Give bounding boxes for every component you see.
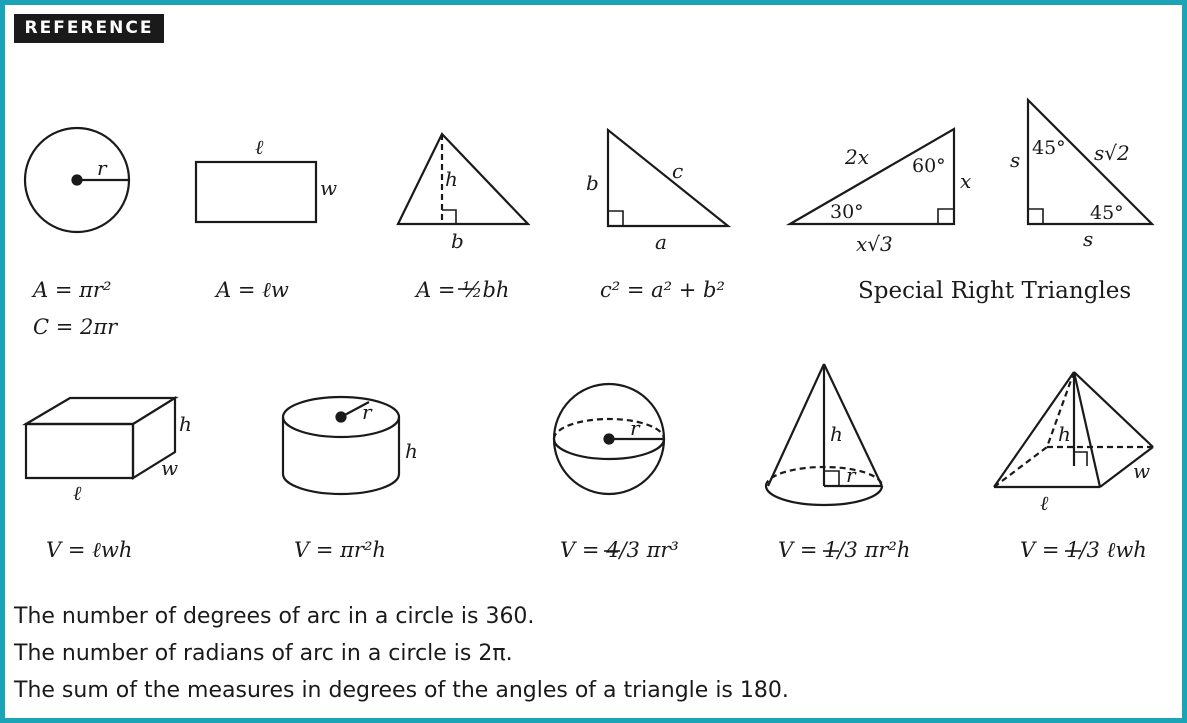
sphere-radius-label: r bbox=[630, 416, 640, 440]
cone-radius-label: r bbox=[846, 463, 856, 487]
triangle-figure bbox=[398, 134, 528, 224]
hypotenuse-s-root2-label: s√2 bbox=[1094, 141, 1130, 165]
hypotenuse-2x-label: 2x bbox=[845, 145, 870, 169]
cone-height-label: h bbox=[830, 422, 843, 446]
circle-radius-label: r bbox=[97, 156, 107, 180]
triangle-area-formula: A = ½bh bbox=[416, 278, 510, 302]
pythagorean-formula: c² = a² + b² bbox=[600, 278, 725, 302]
box-height-label: h bbox=[179, 412, 192, 436]
triangle-height-label: h bbox=[445, 167, 458, 191]
cylinder-figure bbox=[283, 397, 399, 494]
cone-volume-formula: V = 1/3 πr²h bbox=[778, 538, 911, 562]
box-volume-formula: V = ℓwh bbox=[46, 538, 133, 562]
pyramid-length-label: ℓ bbox=[1040, 491, 1049, 515]
leg-s-label: s bbox=[1010, 148, 1021, 172]
circle-area-formula: A = πr² bbox=[33, 278, 112, 302]
circle-figure bbox=[25, 128, 129, 232]
right-triangle-b-label: b bbox=[586, 171, 599, 195]
bottom-s-label: s bbox=[1083, 227, 1094, 251]
box-figure bbox=[26, 398, 175, 478]
right-triangle-a-label: a bbox=[655, 230, 667, 254]
pyramid-volume-formula: V = 1/3 ℓwh bbox=[1020, 538, 1147, 562]
side-x-root3-label: x√3 bbox=[856, 232, 893, 256]
angle-45-bottom-label: 45° bbox=[1090, 202, 1124, 224]
fact-triangle-sum: The sum of the measures in degrees of the angles of a triangle is 180. bbox=[14, 678, 789, 703]
right-triangle-c-label: c bbox=[672, 159, 684, 183]
right-triangle-figure bbox=[608, 130, 728, 226]
sphere-figure bbox=[554, 384, 664, 494]
cylinder-radius-label: r bbox=[362, 400, 372, 424]
box-width-label: w bbox=[161, 456, 179, 480]
reference-header: REFERENCE bbox=[14, 14, 164, 43]
cylinder-volume-formula: V = πr²h bbox=[294, 538, 386, 562]
angle-30-label: 30° bbox=[830, 201, 864, 223]
rectangle-figure bbox=[196, 162, 316, 222]
rectangle-width-label: w bbox=[320, 176, 338, 200]
fact-degrees: The number of degrees of arc in a circle is 360. bbox=[14, 604, 535, 629]
box-length-label: ℓ bbox=[73, 481, 82, 505]
cylinder-height-label: h bbox=[405, 439, 418, 463]
reference-facts bbox=[14, 600, 789, 711]
special-right-triangles-caption: Special Right Triangles bbox=[858, 278, 1132, 304]
circle-circumference-formula: C = 2πr bbox=[33, 315, 118, 339]
pyramid-figure bbox=[994, 372, 1153, 487]
rectangle-area-formula: A = ℓw bbox=[216, 278, 289, 302]
pyramid-height-label: h bbox=[1058, 422, 1071, 446]
angle-45-top-label: 45° bbox=[1032, 137, 1066, 159]
sphere-volume-formula: V = 4/3 πr³ bbox=[560, 538, 679, 562]
cone-figure bbox=[766, 364, 882, 505]
triangle-base-label: b bbox=[451, 229, 464, 253]
fact-radians: The number of radians of arc in a circle is 2π. bbox=[14, 641, 513, 666]
rectangle-length-label: ℓ bbox=[255, 135, 264, 159]
pyramid-width-label: w bbox=[1133, 459, 1151, 483]
angle-60-label: 60° bbox=[912, 155, 946, 177]
side-x-label: x bbox=[960, 169, 972, 193]
